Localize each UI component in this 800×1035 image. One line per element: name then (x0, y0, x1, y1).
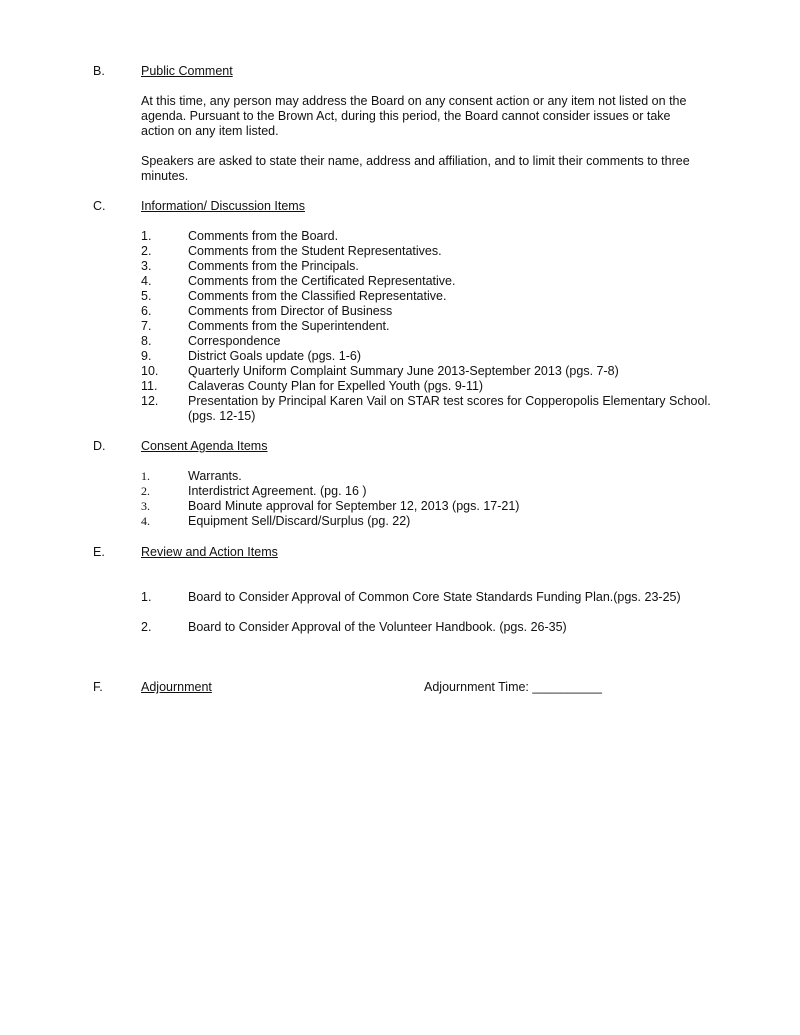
item-text: Calaveras County Plan for Expelled Youth (pgs. 9-11) (188, 379, 484, 393)
item-text: District Goals update (pgs. 1-6) (188, 349, 361, 363)
list-item (141, 334, 721, 349)
list-item (141, 319, 721, 334)
list-item (141, 590, 721, 605)
item-text: Board to Consider Approval of the Volunteer Handbook. (pgs. 26-35) (188, 620, 567, 634)
item-text: Comments from the Student Representatives. (188, 244, 442, 258)
item-number: 11. (141, 379, 158, 393)
item-text: Comments from the Principals. (188, 259, 359, 273)
list-item (141, 620, 721, 635)
item-text: Correspondence (188, 334, 281, 348)
list-item (141, 469, 721, 484)
item-text: Board to Consider Approval of Common Core State Standards Funding Plan.(pgs. 23-25) (188, 590, 681, 604)
item-number: 1. (141, 469, 150, 483)
section-e-letter: E. (93, 545, 105, 559)
list-item (141, 244, 721, 259)
item-text: Quarterly Uniform Complaint Summary June 2013-September 2013 (pgs. 7-8) (188, 364, 619, 378)
item-number: 2. (141, 484, 150, 498)
item-number: 9. (141, 349, 152, 363)
item-number: 1. (141, 229, 152, 243)
item-text: Comments from Director of Business (188, 304, 393, 318)
section-e-title: Review and Action Items (141, 545, 278, 559)
section-d-title: Consent Agenda Items (141, 439, 268, 453)
item-number: 2. (141, 620, 152, 634)
section-c-title: Information/ Discussion Items (141, 199, 305, 213)
item-text: Board Minute approval for September 12, 2013 (pgs. 17-21) (188, 499, 520, 513)
item-text: Comments from the Board. (188, 229, 339, 243)
adjournment-time-field: Adjournment Time: __________ (424, 680, 602, 694)
section-f-letter: F. (93, 680, 103, 694)
list-item (141, 259, 721, 274)
item-number: 3. (141, 499, 150, 513)
item-number: 10. (141, 364, 159, 378)
item-number: 2. (141, 244, 152, 258)
list-item (141, 499, 721, 514)
item-number: 6. (141, 304, 152, 318)
public-comment-paragraph: At this time, any person may address the Board on any consent action or any item not listed on the agenda. Pursuant to the Brown Act, during this period, the Board cannot consider issues or take action on any item listed. (141, 94, 687, 138)
section-c-letter: C. (93, 199, 106, 213)
item-text: Equipment Sell/Discard/Surplus (pg. 22) (188, 514, 411, 528)
item-text: Comments from the Classified Representative. (188, 289, 447, 303)
list-item (141, 379, 721, 394)
item-number: 4. (141, 274, 152, 288)
section-d-letter: D. (93, 439, 106, 453)
list-item (141, 514, 721, 529)
item-number: 12. (141, 394, 159, 408)
item-text: Presentation by Principal Karen Vail on STAR test scores for Copperopolis Elementary School. (pgs. 12-15) (188, 394, 711, 423)
list-item (141, 289, 721, 304)
section-b-letter: B. (93, 64, 105, 78)
speakers-paragraph: Speakers are asked to state their name, address and affiliation, and to limit their comments to three minutes. (141, 154, 690, 183)
list-item (141, 349, 721, 364)
list-item (141, 304, 721, 319)
item-number: 3. (141, 259, 152, 273)
list-item (141, 274, 721, 289)
item-number: 7. (141, 319, 152, 333)
list-item (141, 484, 721, 499)
item-text: Comments from the Certificated Representative. (188, 274, 456, 288)
section-b-title: Public Comment (141, 64, 233, 78)
item-number: 4. (141, 514, 150, 528)
list-item (141, 394, 721, 424)
item-number: 8. (141, 334, 152, 348)
item-number: 5. (141, 289, 152, 303)
section-f-title: Adjournment (141, 680, 212, 694)
list-item (141, 229, 721, 244)
item-text: Warrants. (188, 469, 242, 483)
item-text: Comments from the Superintendent. (188, 319, 390, 333)
item-number: 1. (141, 590, 152, 604)
list-item (141, 364, 721, 379)
item-text: Interdistrict Agreement. (pg. 16 ) (188, 484, 367, 498)
